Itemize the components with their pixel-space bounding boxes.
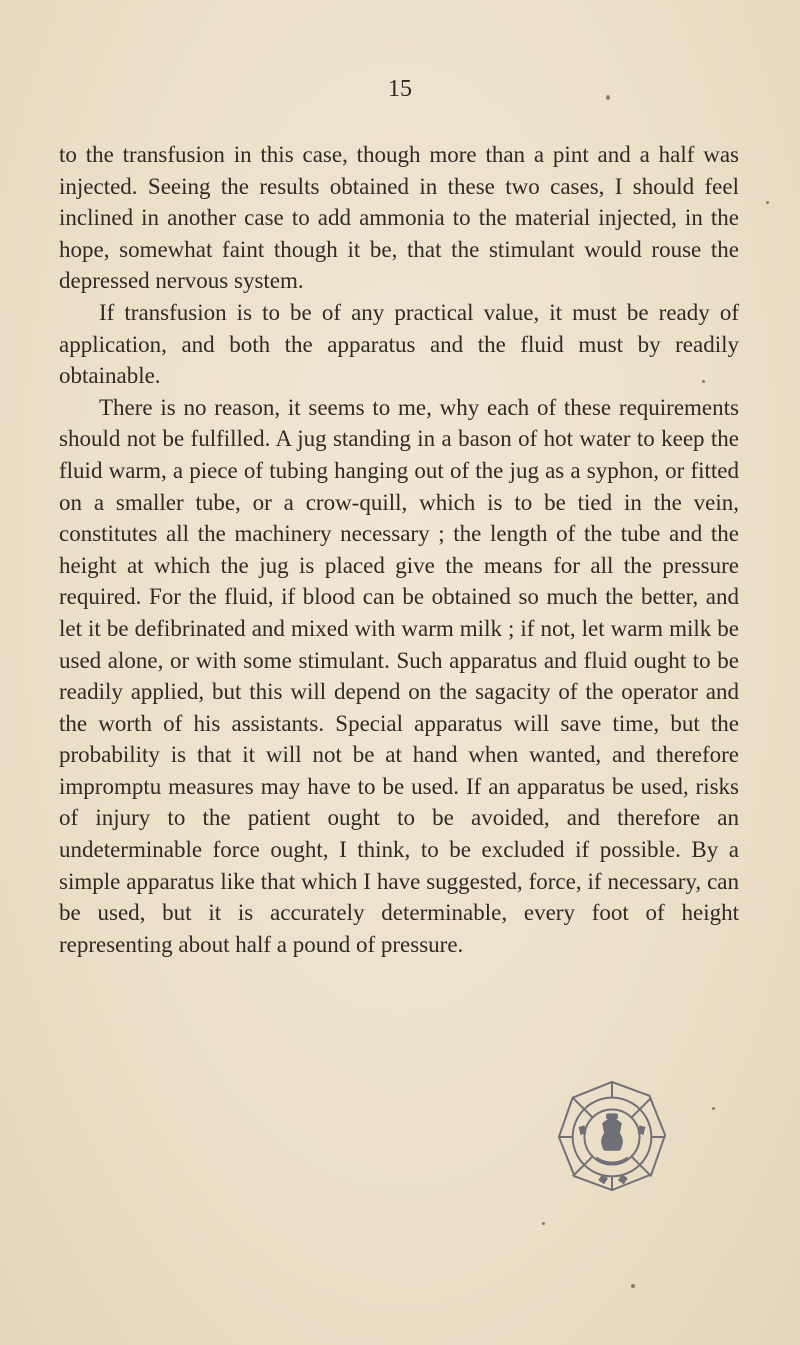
paragraph-1: to the transfusion in this case, though more than a pint and a half was injected. Seeing the results obtained in these two cases, I should feel inclined in another case to add ammonia to the material injected, in the hope, somewhat faint though it be, that the stimulant would rouse the depressed nervous system. xyxy=(59,142,739,294)
paper-speck xyxy=(606,95,610,100)
page-number: 15 xyxy=(388,76,412,102)
body-text xyxy=(59,139,739,960)
paper-speck xyxy=(766,201,769,204)
library-stamp-icon xyxy=(553,1078,671,1196)
paper-speck xyxy=(702,380,705,383)
paragraph-2: If transfusion is to be of any practical value, it must be ready of application, and both the apparatus and the fluid must by readily obtainable. xyxy=(59,299,739,389)
paragraph-3: There is no reason, it seems to me, why each of these requirements should not be fulfilled. A jug standing in a bason of hot water to keep the fluid warm, a piece of tubing hanging out of the jug as a syphon, or fitted on a smaller tube, or a crow-quill, which is to be tied in the vein, constitutes all the machinery necessary ; the length of the tube and the height at which the jug is placed give the means for all the pressure required. For the fluid, if blood can be obtained so much the better, and let it be defibrinated and mixed with warm milk ; if not, let warm milk be used alone, or with some stimulant. Such apparatus and fluid ought to be readily applied, but this will depend on the sagacity of the operator and the worth of his assistants. Special apparatus will save time, but the probability is that it will not be at hand when wanted, and therefore impromptu measures may have to be used. If an apparatus be used, risks of injury to the patient ought to be avoided, and therefore an undeterminable force ought, I think, to be excluded if possible. By a simple apparatus like that which I have suggested, force, if necessary, can be used, but it is accurately determinable, every foot of height representing about half a pound of pressure. xyxy=(59,394,739,957)
paper-speck xyxy=(712,1107,715,1110)
paper-speck xyxy=(542,1222,545,1225)
paper-speck xyxy=(631,1284,635,1288)
